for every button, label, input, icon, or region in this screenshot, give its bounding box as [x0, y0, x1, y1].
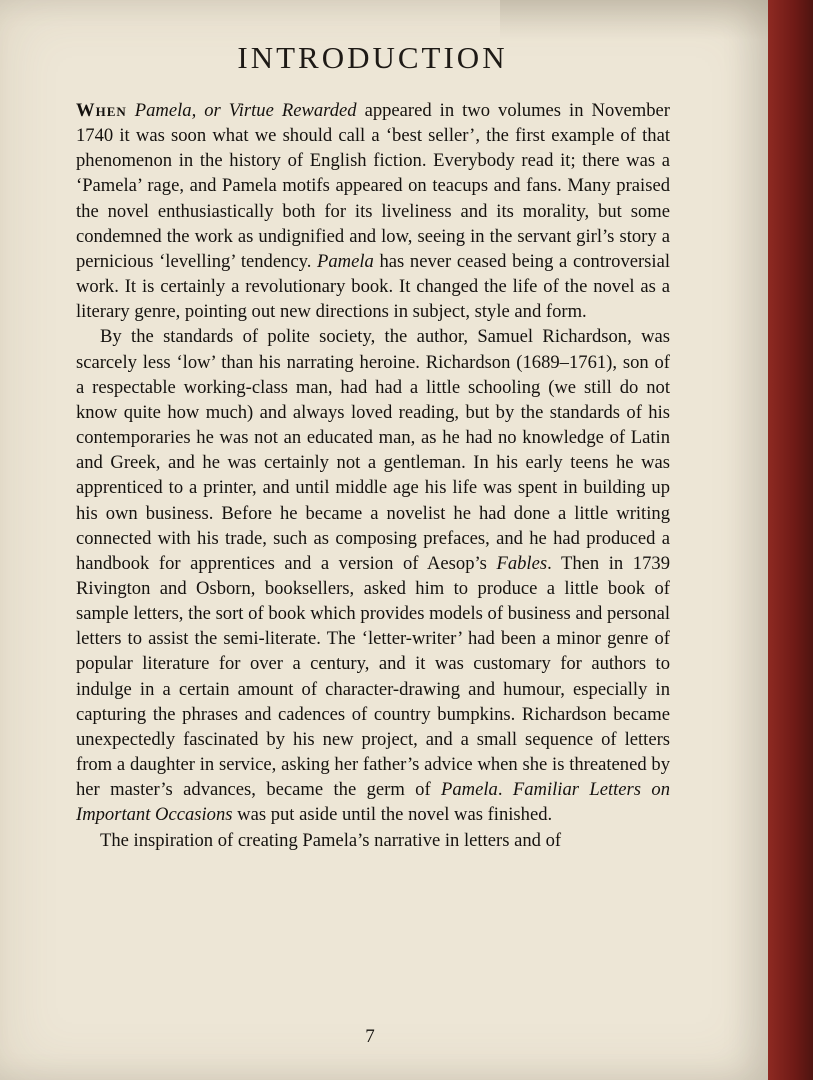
- paragraph-1: [76, 98, 670, 324]
- text-run: has never ceased being a controversial work. It is certainly a revolutionary book. It changed the life of the novel as a literary genre, pointing out new directions in subject, style and form.: [76, 250, 671, 323]
- paragraph-3: [76, 828, 670, 853]
- text-run: appeared in two volumes in November 1740 it was soon what we should call a ‘best seller’, the first example of that phenomenon in the history of English fiction. Everybody read it; there was a ‘Pamela’ rage, and Pamela motifs appeared on teacups and fans. Many praised the novel enthusiastically both for its liveliness and its morality, but some condemned the work as undignified and low, seeing in the servant girl’s story a pernicious ‘levelling’ tendency.: [76, 100, 670, 272]
- text-run: . Then in 1739 Rivington and Osborn, booksellers, asked him to produce a little book of sample letters, the sort of book which provides models of business and personal letters to assist the semi-literate. The ‘letter-writer’ had been a minor genre of popular literature for over a century, and it was customary for authors to indulge in a certain amount of character-drawing and humour, especially in capturing the phrases and cadences of country bumpkins. Richardson became unexpectedly fascinated by his new project, and a small sequence of letters from a daughter in service, asking her father’s advice when she is threatened by her master’s advances, became the germ of: [76, 552, 670, 801]
- paragraph-2: [76, 324, 670, 827]
- page-title: INTRODUCTION: [237, 40, 508, 75]
- text-run: .: [497, 779, 513, 801]
- italic-title: Fables: [496, 552, 548, 574]
- book-cover-edge: [768, 0, 813, 1080]
- text-run: The inspiration of creating Pamela’s narrative in letters and of: [100, 829, 562, 851]
- text-run: By the standards of polite society, the author, Samuel Richardson, was scarcely less ‘low’ than his narrating heroine. Richardson (1689–1761), son of a respectable working-class man, had had a little schooling (we still do not know quite how much) and always loved reading, but by the standards of his contemporaries he was not an educated man, as he had no knowledge of Latin and Greek, and he was certainly not a gentleman. In his early teens he was apprenticed to a printer, and until middle age his life was spent in building up his own business. Before he became a novelist he had done a little writing connected with his trade, such as composing prefaces, and he had produced a handbook for apprentices and a version of Aesop’s: [76, 326, 670, 574]
- italic-title: Pamela: [317, 250, 374, 272]
- lead-word: When: [76, 100, 127, 121]
- italic-title: Pamela, or Virtue Rewarded: [134, 100, 357, 121]
- italic-title: Familiar Letters on Important Occasions: [76, 779, 670, 826]
- page-number: 7: [365, 1026, 375, 1047]
- body-text: [76, 98, 670, 853]
- show-through-shadow: [500, 0, 768, 40]
- italic-title: Pamela: [441, 779, 498, 801]
- text-run: was put aside until the novel was finished.: [232, 804, 553, 826]
